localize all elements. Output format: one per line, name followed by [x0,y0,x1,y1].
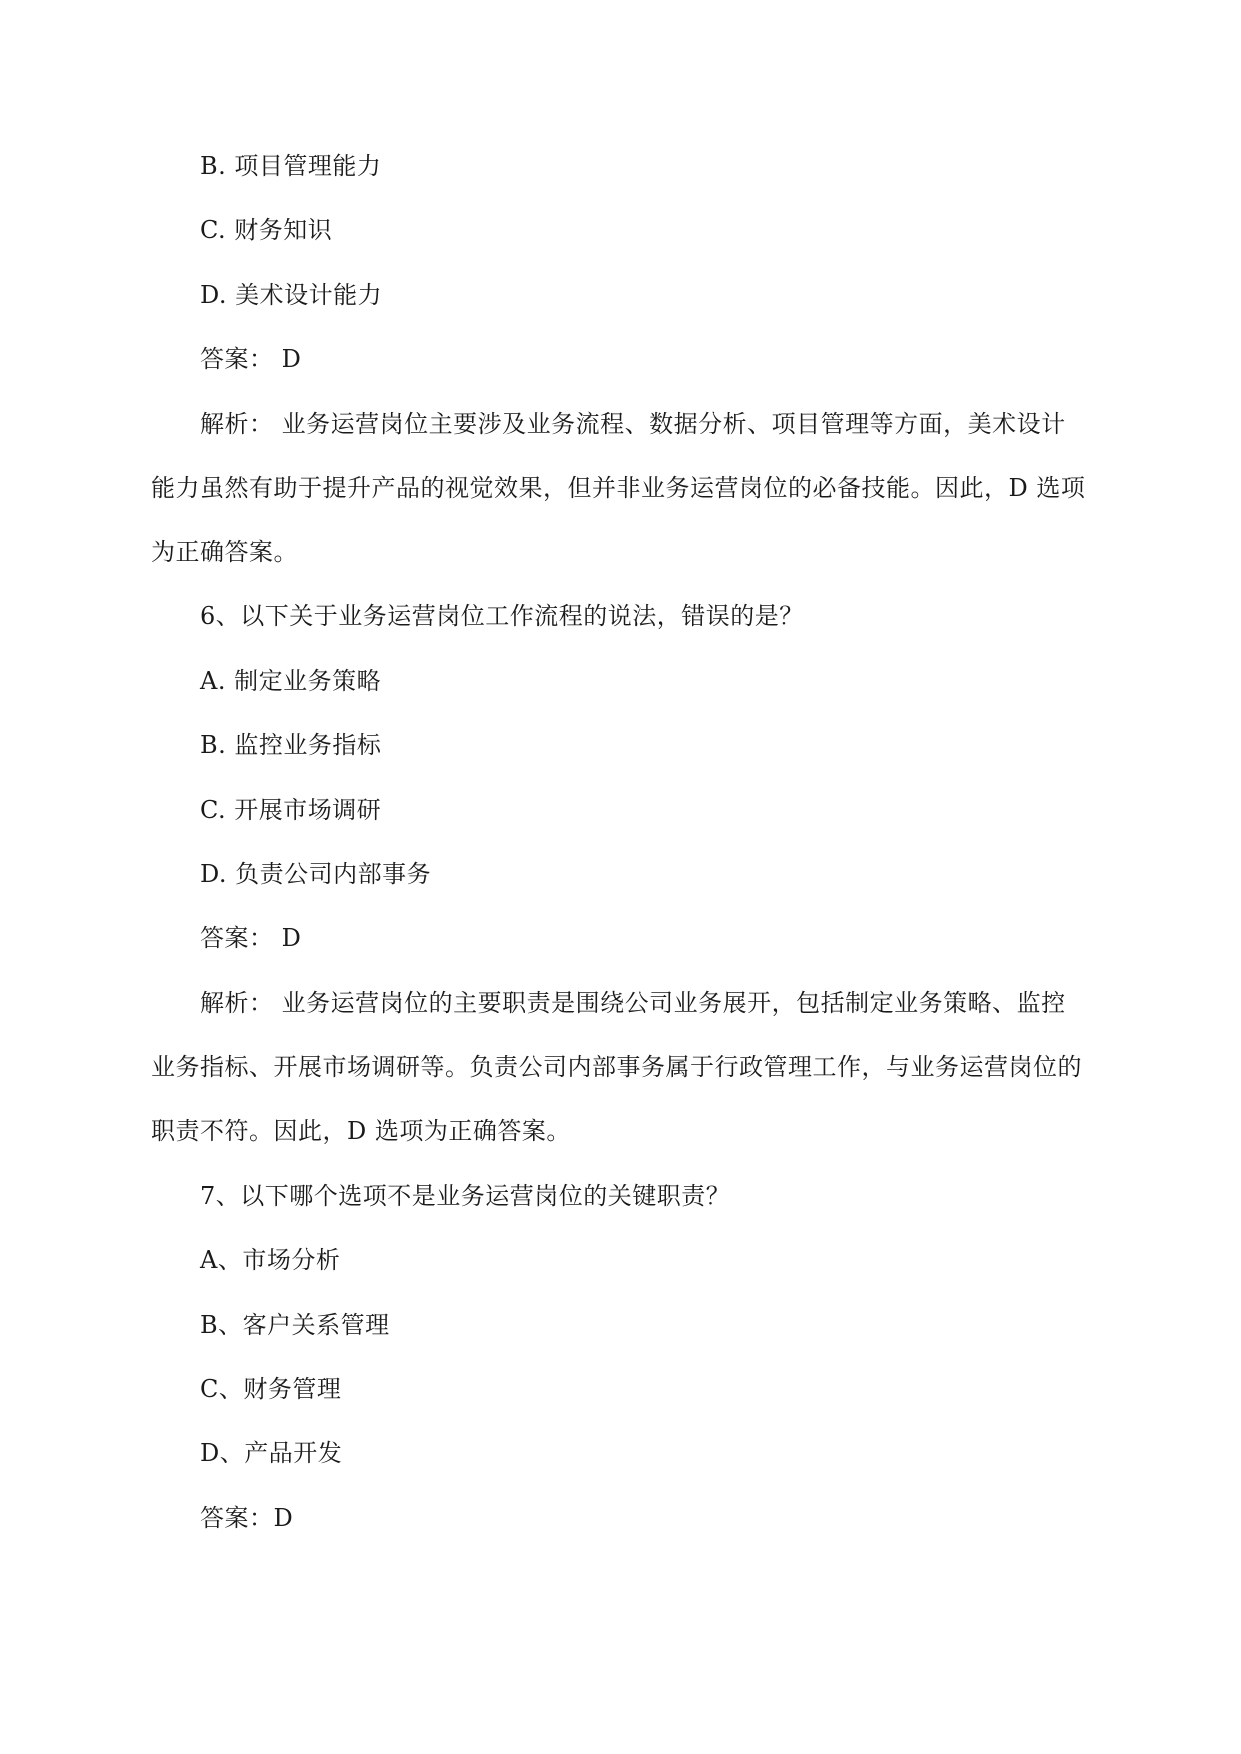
q7-option-b: B、客户关系管理 [200,1311,390,1339]
q6-option-b: B. 监控业务指标 [200,731,382,759]
q6-analysis-line-2: 业务指标、开展市场调研等。负责公司内部事务属于行政管理工作，与业务运营岗位的 [151,1053,1082,1081]
q5-analysis-line-2: 能力虽然有助于提升产品的视觉效果，但并非业务运营岗位的必备技能。因此，D 选项 [151,474,1086,502]
q5-analysis-line-3: 为正确答案。 [151,538,298,566]
q5-option-c: C. 财务知识 [200,216,333,244]
q6-analysis-line-3: 职责不符。因此，D 选项为正确答案。 [151,1117,571,1145]
q7-option-d: D、产品开发 [200,1439,343,1467]
q6-answer: 答案： D [200,924,302,952]
q6-question: 6、以下关于业务运营岗位工作流程的说法，错误的是？ [200,602,804,630]
q6-option-c: C. 开展市场调研 [200,796,382,824]
q5-option-b: B. 项目管理能力 [200,152,382,180]
q6-option-a: A. 制定业务策略 [200,667,382,695]
q5-option-d: D. 美术设计能力 [200,281,383,309]
q5-analysis-line-1: 解析： 业务运营岗位主要涉及业务流程、数据分析、项目管理等方面，美术设计 [200,410,1066,438]
q6-analysis-line-1: 解析： 业务运营岗位的主要职责是围绕公司业务展开，包括制定业务策略、监控 [200,989,1066,1017]
q7-option-c: C、财务管理 [200,1375,342,1403]
q7-answer: 答案：D [200,1504,294,1532]
q6-option-d: D. 负责公司内部事务 [200,860,432,888]
q5-answer: 答案： D [200,345,302,373]
q7-question: 7、以下哪个选项不是业务运营岗位的关键职责？ [200,1182,731,1210]
q7-option-a: A、市场分析 [200,1246,341,1274]
